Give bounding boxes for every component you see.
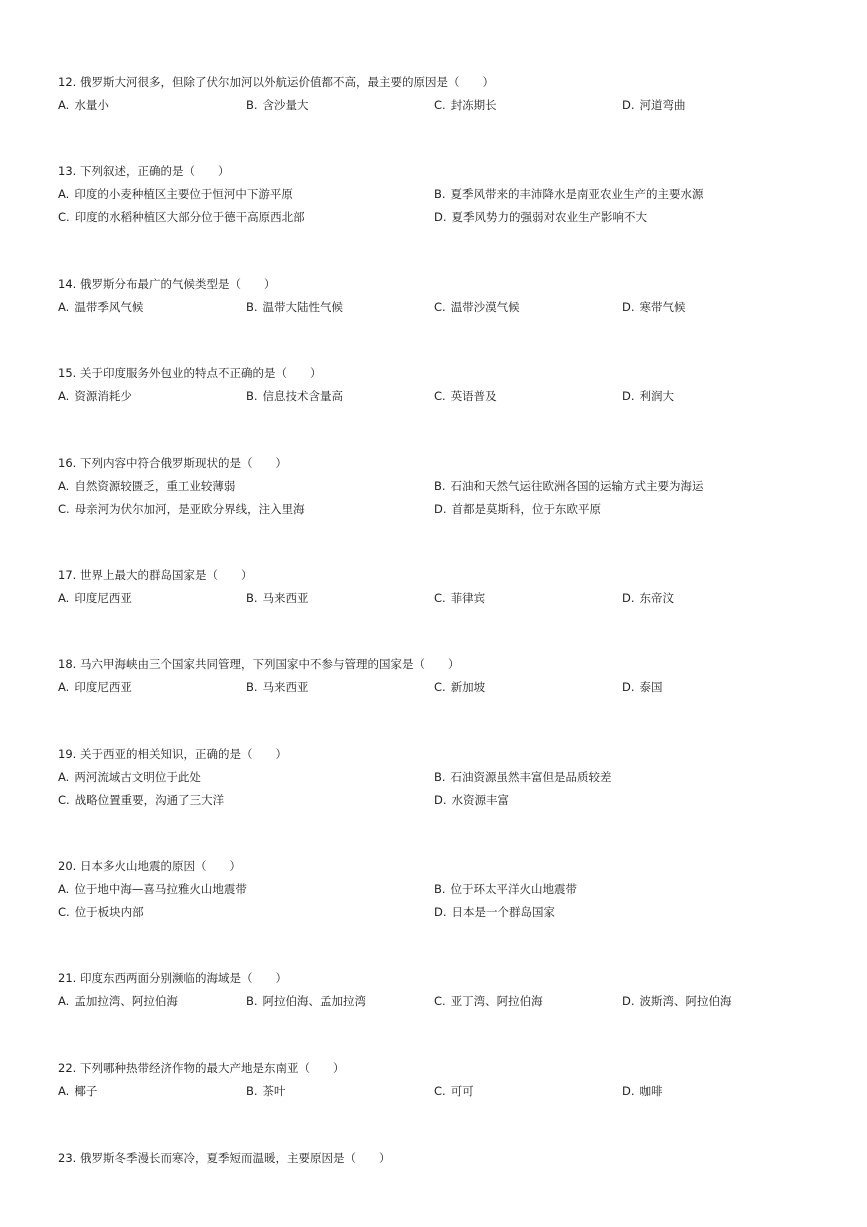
option-c[interactable] xyxy=(434,97,622,113)
options-row xyxy=(58,881,838,897)
question-stem: 15. 关于印度服务外包业的特点不正确的是（ ） xyxy=(58,366,322,380)
option-label: D. xyxy=(434,793,447,807)
option-b[interactable] xyxy=(434,186,810,202)
option-text: 日本是一个群岛国家 xyxy=(451,905,556,919)
question-stem: 14. 俄罗斯分布最广的气候类型是（ ） xyxy=(58,277,276,291)
option-b[interactable] xyxy=(246,299,434,315)
option-label: B. xyxy=(246,591,258,605)
options-row xyxy=(58,501,838,517)
option-text: 印度尼西亚 xyxy=(74,591,132,605)
question-q23 xyxy=(58,1150,838,1166)
options-row xyxy=(58,478,838,494)
question-q19 xyxy=(58,746,838,815)
option-text: 母亲河为伏尔加河，是亚欧分界线，注入里海 xyxy=(74,502,305,516)
option-label: D. xyxy=(434,210,447,224)
option-text: 印度的小麦种植区主要位于恒河中下游平原 xyxy=(74,187,293,201)
option-text: 东帝汶 xyxy=(639,591,675,605)
option-text: 资源消耗少 xyxy=(74,389,132,403)
option-b[interactable] xyxy=(434,769,810,785)
options-row xyxy=(58,97,838,113)
option-d[interactable] xyxy=(434,501,810,517)
option-a[interactable] xyxy=(58,186,434,202)
option-b[interactable] xyxy=(434,881,810,897)
question-stem: 20. 日本多火山地震的原因（ ） xyxy=(58,859,241,873)
option-label: B. xyxy=(246,389,258,403)
option-d[interactable] xyxy=(434,904,810,920)
option-a[interactable] xyxy=(58,388,246,404)
options-row xyxy=(58,186,838,202)
option-text: 含沙量大 xyxy=(262,98,309,112)
option-a[interactable] xyxy=(58,679,246,695)
option-label: B. xyxy=(246,300,258,314)
options-row xyxy=(58,209,838,225)
answer-options xyxy=(58,679,838,695)
options-row xyxy=(58,769,838,785)
option-text: 印度尼西亚 xyxy=(74,680,132,694)
option-c[interactable] xyxy=(434,1083,622,1099)
option-text: 战略位置重要，沟通了三大洋 xyxy=(74,793,225,807)
option-text: 位于环太平洋火山地震带 xyxy=(450,882,578,896)
option-a[interactable] xyxy=(58,97,246,113)
option-c[interactable] xyxy=(434,993,622,1009)
option-label: B. xyxy=(434,187,446,201)
option-label: D. xyxy=(622,680,635,694)
options-row xyxy=(58,590,838,606)
option-label: C. xyxy=(434,300,446,314)
option-text: 菲律宾 xyxy=(450,591,486,605)
options-row xyxy=(58,679,838,695)
option-c[interactable] xyxy=(58,792,434,808)
option-label: A. xyxy=(58,187,70,201)
option-label: D. xyxy=(622,98,635,112)
question-stem: 19. 关于西亚的相关知识，正确的是（ ） xyxy=(58,747,287,761)
options-row xyxy=(58,904,838,920)
option-text: 咖啡 xyxy=(639,1084,663,1098)
option-text: 茶叶 xyxy=(262,1084,286,1098)
option-d[interactable] xyxy=(622,993,810,1009)
option-label: A. xyxy=(58,1084,70,1098)
option-c[interactable] xyxy=(58,501,434,517)
option-c[interactable] xyxy=(434,590,622,606)
option-text: 石油资源虽然丰富但是品质较差 xyxy=(450,770,612,784)
option-text: 可可 xyxy=(450,1084,474,1098)
option-label: C. xyxy=(434,680,446,694)
option-label: A. xyxy=(58,882,70,896)
option-text: 新加坡 xyxy=(450,680,486,694)
question-stem: 21. 印度东西两面分别濒临的海域是（ ） xyxy=(58,971,287,985)
option-c[interactable] xyxy=(434,679,622,695)
question-stem: 17. 世界上最大的群岛国家是（ ） xyxy=(58,568,253,582)
option-a[interactable] xyxy=(58,478,434,494)
option-text: 英语普及 xyxy=(450,389,497,403)
option-label: A. xyxy=(58,389,70,403)
option-label: D. xyxy=(622,994,635,1008)
option-text: 温带沙漠气候 xyxy=(450,300,520,314)
option-text: 水量小 xyxy=(74,98,109,112)
option-d[interactable] xyxy=(622,299,810,315)
option-b[interactable] xyxy=(246,679,434,695)
option-text: 泰国 xyxy=(639,680,663,694)
options-row xyxy=(58,792,838,808)
question-q20 xyxy=(58,858,838,927)
option-text: 温带大陆性气候 xyxy=(262,300,344,314)
question-q12 xyxy=(58,74,838,120)
option-text: 温带季风气候 xyxy=(74,300,144,314)
option-d[interactable] xyxy=(622,679,810,695)
option-d[interactable] xyxy=(622,1083,810,1099)
option-label: D. xyxy=(622,389,635,403)
option-label: C. xyxy=(58,905,70,919)
option-text: 波斯湾、阿拉伯海 xyxy=(639,994,732,1008)
option-text: 自然资源较匮乏，重工业较薄弱 xyxy=(74,479,236,493)
option-label: B. xyxy=(246,98,258,112)
option-text: 封冻期长 xyxy=(450,98,497,112)
option-d[interactable] xyxy=(622,590,810,606)
options-row xyxy=(58,299,838,315)
question-q18 xyxy=(58,656,838,702)
option-a[interactable] xyxy=(58,590,246,606)
answer-options xyxy=(58,97,838,113)
option-text: 位于板块内部 xyxy=(74,905,144,919)
answer-options xyxy=(58,186,838,225)
option-text: 印度的水稻种植区大部分位于德干高原西北部 xyxy=(74,210,305,224)
option-b[interactable] xyxy=(246,97,434,113)
option-a[interactable] xyxy=(58,881,434,897)
option-text: 孟加拉湾、阿拉伯海 xyxy=(74,994,178,1008)
option-label: C. xyxy=(434,994,446,1008)
option-text: 亚丁湾、阿拉伯海 xyxy=(450,994,543,1008)
option-text: 水资源丰富 xyxy=(451,793,510,807)
question-stem: 16. 下列内容中符合俄罗斯现状的是（ ） xyxy=(58,456,287,470)
option-label: D. xyxy=(622,591,635,605)
option-a[interactable] xyxy=(58,299,246,315)
option-d[interactable] xyxy=(434,209,810,225)
option-label: D. xyxy=(434,905,447,919)
question-q21 xyxy=(58,970,838,1016)
option-label: A. xyxy=(58,994,70,1008)
question-q15 xyxy=(58,365,838,411)
option-label: B. xyxy=(246,680,258,694)
option-a[interactable] xyxy=(58,769,434,785)
options-row xyxy=(58,993,838,1009)
option-d[interactable] xyxy=(622,388,810,404)
option-a[interactable] xyxy=(58,1083,246,1099)
option-label: B. xyxy=(434,882,446,896)
option-text: 位于地中海—喜马拉雅火山地震带 xyxy=(74,882,247,896)
answer-options xyxy=(58,769,838,808)
option-b[interactable] xyxy=(434,478,810,494)
answer-options xyxy=(58,388,838,404)
answer-options xyxy=(58,478,838,517)
question-stem: 22. 下列哪种热带经济作物的最大产地是东南亚（ ） xyxy=(58,1061,345,1075)
option-b[interactable] xyxy=(246,590,434,606)
option-label: C. xyxy=(58,502,70,516)
option-b[interactable] xyxy=(246,1083,434,1099)
option-label: A. xyxy=(58,770,70,784)
option-d[interactable] xyxy=(434,792,810,808)
option-label: D. xyxy=(434,502,447,516)
options-row xyxy=(58,388,838,404)
option-label: A. xyxy=(58,300,70,314)
option-text: 夏季风势力的强弱对农业生产影响不大 xyxy=(451,210,648,224)
option-text: 寒带气候 xyxy=(639,300,686,314)
answer-options xyxy=(58,993,838,1009)
option-label: C. xyxy=(434,389,446,403)
option-label: B. xyxy=(434,479,446,493)
option-label: C. xyxy=(434,591,446,605)
question-q16 xyxy=(58,455,838,524)
option-text: 河道弯曲 xyxy=(639,98,686,112)
option-text: 马来西亚 xyxy=(262,680,309,694)
answer-options xyxy=(58,1083,838,1099)
option-label: C. xyxy=(434,1084,446,1098)
answer-options xyxy=(58,881,838,920)
option-label: C. xyxy=(434,98,446,112)
option-text: 夏季风带来的丰沛降水是南亚农业生产的主要水源 xyxy=(450,187,704,201)
option-label: B. xyxy=(246,1084,258,1098)
question-q22 xyxy=(58,1060,838,1106)
question-stem: 18. 马六甲海峡由三个国家共同管理，下列国家中不参与管理的国家是（ ） xyxy=(58,657,460,671)
question-q14 xyxy=(58,276,838,322)
option-d[interactable] xyxy=(622,97,810,113)
question-q17 xyxy=(58,567,838,613)
option-b[interactable] xyxy=(246,993,434,1009)
option-text: 阿拉伯海、孟加拉湾 xyxy=(262,994,367,1008)
option-label: A. xyxy=(58,98,70,112)
option-b[interactable] xyxy=(246,388,434,404)
option-c[interactable] xyxy=(58,209,434,225)
options-row xyxy=(58,1083,838,1099)
answer-options xyxy=(58,590,838,606)
option-text: 石油和天然气运往欧洲各国的运输方式主要为海运 xyxy=(450,479,704,493)
option-text: 两河流域古文明位于此处 xyxy=(74,770,201,784)
option-label: A. xyxy=(58,479,70,493)
option-text: 利润大 xyxy=(639,389,675,403)
option-label: D. xyxy=(622,300,635,314)
option-label: C. xyxy=(58,210,70,224)
option-a[interactable] xyxy=(58,993,246,1009)
question-q13 xyxy=(58,163,838,232)
question-stem: 23. 俄罗斯冬季漫长而寒冷，夏季短而温暖，主要原因是（ ） xyxy=(58,1151,391,1165)
option-text: 马来西亚 xyxy=(262,591,309,605)
option-text: 首都是莫斯科，位于东欧平原 xyxy=(451,502,602,516)
option-label: A. xyxy=(58,591,70,605)
option-label: B. xyxy=(434,770,446,784)
option-text: 椰子 xyxy=(74,1084,98,1098)
option-label: C. xyxy=(58,793,70,807)
option-c[interactable] xyxy=(434,388,622,404)
option-label: B. xyxy=(246,994,258,1008)
option-label: D. xyxy=(622,1084,635,1098)
option-c[interactable] xyxy=(434,299,622,315)
option-c[interactable] xyxy=(58,904,434,920)
answer-options xyxy=(58,299,838,315)
option-text: 信息技术含量高 xyxy=(262,389,344,403)
question-stem: 12. 俄罗斯大河很多，但除了伏尔加河以外航运价值都不高，最主要的原因是（ ） xyxy=(58,75,494,89)
question-stem: 13. 下列叙述，正确的是（ ） xyxy=(58,164,230,178)
option-label: A. xyxy=(58,680,70,694)
